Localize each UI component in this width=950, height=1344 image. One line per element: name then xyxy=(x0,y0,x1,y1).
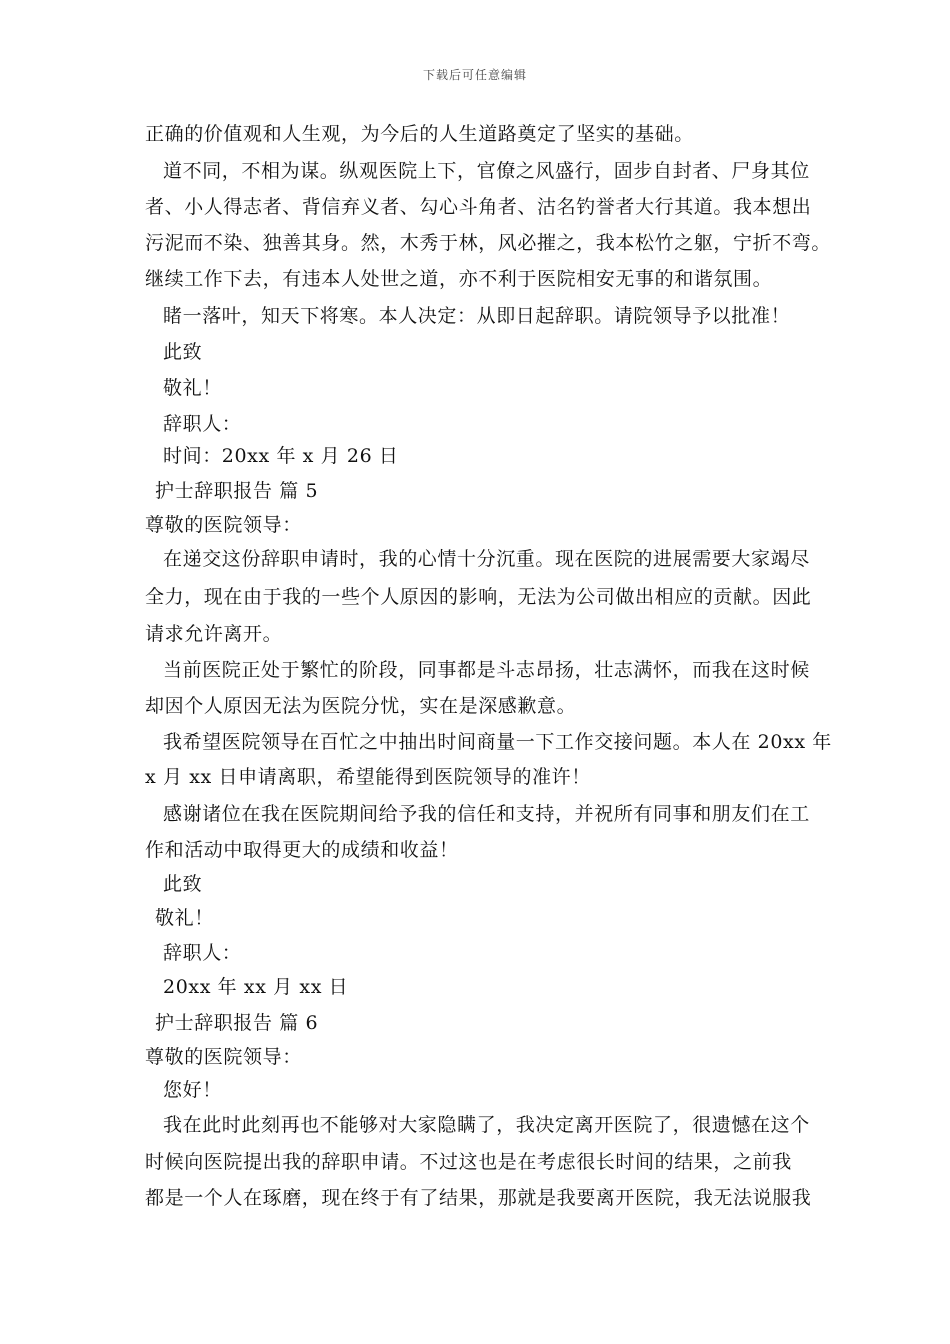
paragraph-line: x 月 xx 日申请离职，希望能得到医院领导的准许！ xyxy=(145,766,591,788)
paragraph-line: 道不同，不相为谋。纵观医院上下，官僚之风盛行，固步自封者、尸身其位 xyxy=(163,160,810,182)
paragraph-line: 在递交这份辞职申请时，我的心情十分沉重。现在医院的进展需要大家竭尽 xyxy=(163,548,810,570)
paragraph-line: 继续工作下去，有违本人处世之道，亦不利于医院相安无事的和谐氛围。 xyxy=(145,268,773,290)
salutation-line: 尊敬的医院领导： xyxy=(145,514,302,536)
paragraph-line: 却因个人原因无法为医院分忧，实在是深感歉意。 xyxy=(145,695,577,717)
section-title: 护士辞职报告 篇 5 xyxy=(155,480,319,502)
closing-line: 此致 xyxy=(163,341,203,363)
paragraph-line: 睹一落叶，知天下将寒。本人决定：从即日起辞职。请院领导予以批准！ xyxy=(163,305,791,327)
paragraph-line: 我在此时此刻再也不能够对大家隐瞒了，我决定离开医院了，很遗憾在这个 xyxy=(163,1114,810,1136)
paragraph-line: 当前医院正处于繁忙的阶段，同事都是斗志昂扬，壮志满怀，而我在这时候 xyxy=(163,659,810,681)
greeting-line: 您好！ xyxy=(163,1079,222,1101)
signature-line: 辞职人： xyxy=(163,942,242,964)
paragraph-line: 污泥而不染、独善其身。然，木秀于林，风必摧之，我本松竹之躯，宁折不弯。 xyxy=(145,232,832,254)
paragraph-line: 感谢诸位在我在医院期间给予我的信任和支持，并祝所有同事和朋友们在工 xyxy=(163,803,810,825)
paragraph-line: 我希望医院领导在百忙之中抽出时间商量一下工作交接问题。本人在 20xx 年 xyxy=(163,731,832,753)
header-note: 下载后可任意编辑 xyxy=(422,68,527,82)
paragraph-line: 作和活动中取得更大的成绩和收益！ xyxy=(145,839,459,861)
paragraph-line: 时候向医院提出我的辞职申请。不过这也是在考虑很长时间的结果，之前我 xyxy=(145,1151,792,1173)
section-title: 护士辞职报告 篇 6 xyxy=(155,1012,319,1034)
paragraph-line: 者、小人得志者、背信弃义者、勾心斗角者、沽名钓誉者大行其道。我本想出 xyxy=(145,196,812,218)
closing-line: 敬礼！ xyxy=(155,907,214,929)
paragraph-line: 都是一个人在琢磨，现在终于有了结果，那就是我要离开医院，我无法说服我 xyxy=(145,1187,812,1209)
paragraph-line: 正确的价值观和人生观，为今后的人生道路奠定了坚实的基础。 xyxy=(145,123,694,145)
closing-line: 敬礼！ xyxy=(163,377,222,399)
closing-line: 此致 xyxy=(163,873,203,895)
signature-line: 辞职人： xyxy=(163,413,242,435)
paragraph-line: 请求允许离开。 xyxy=(145,623,283,645)
salutation-line: 尊敬的医院领导： xyxy=(145,1046,302,1068)
date-line: 20xx 年 xx 月 xx 日 xyxy=(163,976,349,998)
paragraph-line: 全力，现在由于我的一些个人原因的影响，无法为公司做出相应的贡献。因此 xyxy=(145,586,812,608)
date-line: 时间：20xx 年 x 月 26 日 xyxy=(163,445,399,467)
